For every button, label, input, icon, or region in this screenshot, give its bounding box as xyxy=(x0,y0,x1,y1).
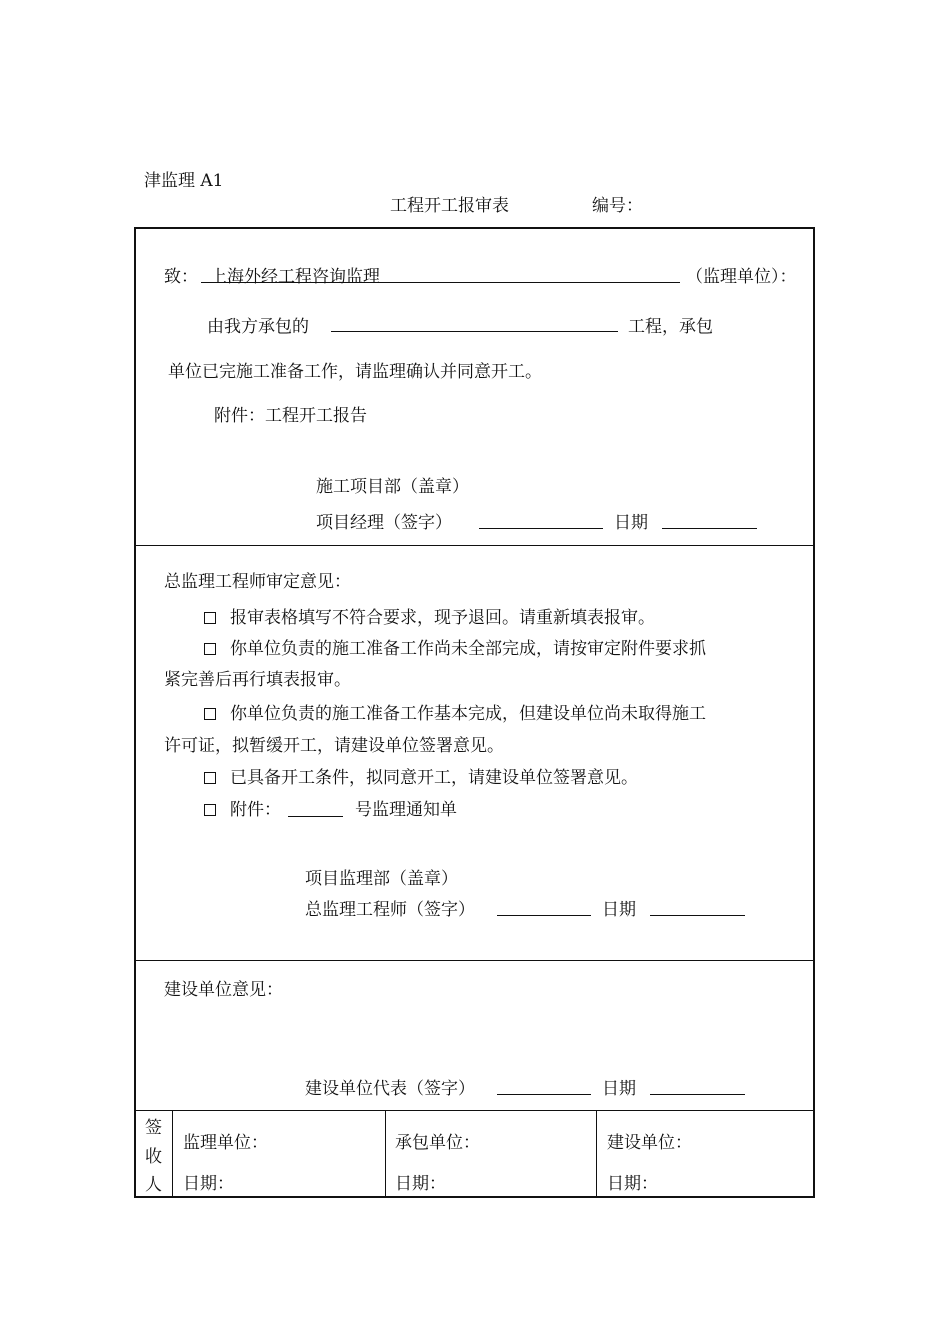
option-4-text: 已具备开工条件，拟同意开工，请建设单位签署意见。 xyxy=(230,768,638,788)
form-title: 工程开工报审表 xyxy=(390,196,509,216)
option-5-prefix: 附件： xyxy=(230,800,281,820)
date-label-1: 日期 xyxy=(614,513,648,533)
project-name-field[interactable] xyxy=(331,331,618,332)
engineer-sign-field[interactable] xyxy=(497,915,591,916)
receipt-supervision-date: 日期： xyxy=(183,1174,234,1194)
receipt-side-char-3: 人 xyxy=(145,1175,162,1195)
attachment-text: 附件：工程开工报告 xyxy=(214,406,367,426)
receipt-side-char-2: 收 xyxy=(145,1147,162,1167)
divider-1 xyxy=(134,545,815,546)
owner-opinion-heading: 建设单位意见： xyxy=(164,980,283,1000)
date-field-1[interactable] xyxy=(662,528,757,529)
option-1 xyxy=(204,603,655,628)
receipt-contractor-unit: 承包单位： xyxy=(395,1133,480,1153)
receipt-side-char-1: 签 xyxy=(145,1118,162,1138)
date-label-2: 日期 xyxy=(602,900,636,920)
owner-rep-sign-field[interactable] xyxy=(497,1094,591,1095)
date-field-3[interactable] xyxy=(650,1094,745,1095)
line1-prefix: 由我方承包的 xyxy=(207,317,309,337)
option-2 xyxy=(204,634,706,659)
owner-rep-sign-label: 建设单位代表（签字） xyxy=(305,1079,475,1099)
line1-suffix: 工程，承包 xyxy=(628,317,713,337)
receipt-contractor-date: 日期： xyxy=(395,1174,446,1194)
construction-stamp: 施工项目部（盖章） xyxy=(316,477,469,497)
option-2-text-line1: 你单位负责的施工准备工作尚未全部完成，请按审定附件要求抓 xyxy=(230,639,706,659)
date-field-2[interactable] xyxy=(650,915,745,916)
option-5 xyxy=(204,795,281,820)
receipt-owner-date: 日期： xyxy=(607,1174,658,1194)
checkbox-option-3[interactable] xyxy=(204,708,216,720)
form-code: 津监理 A1 xyxy=(144,171,224,191)
date-label-3: 日期 xyxy=(602,1079,636,1099)
supervision-stamp: 项目监理部（盖章） xyxy=(305,869,458,889)
option-1-text: 报审表格填写不符合要求，现予退回。请重新填表报审。 xyxy=(230,608,655,628)
number-label: 编号： xyxy=(592,196,643,216)
manager-sign-field[interactable] xyxy=(479,528,603,529)
notice-number-field[interactable] xyxy=(288,816,343,817)
to-value[interactable]: 上海外经工程咨询监理 xyxy=(210,267,380,287)
engineer-sign-label: 总监理工程师（签字） xyxy=(305,900,475,920)
checkbox-option-2[interactable] xyxy=(204,643,216,655)
receipt-owner-unit: 建设单位： xyxy=(607,1133,692,1153)
line2-text: 单位已完施工准备工作，请监理确认并同意开工。 xyxy=(168,362,542,382)
receipt-supervision-unit: 监理单位： xyxy=(183,1133,268,1153)
checkbox-option-5[interactable] xyxy=(204,804,216,816)
to-label: 致： xyxy=(164,267,198,287)
receipt-divider-b xyxy=(385,1110,386,1198)
option-5-suffix: 号监理通知单 xyxy=(355,800,457,820)
manager-sign-label: 项目经理（签字） xyxy=(316,513,452,533)
receipt-divider-a xyxy=(172,1110,173,1198)
option-3-text-line2: 许可证，拟暂缓开工，请建设单位签署意见。 xyxy=(164,736,504,756)
divider-3 xyxy=(134,1110,815,1111)
engineer-opinion-heading: 总监理工程师审定意见： xyxy=(164,572,351,592)
checkbox-option-4[interactable] xyxy=(204,772,216,784)
option-3-text-line1: 你单位负责的施工准备工作基本完成，但建设单位尚未取得施工 xyxy=(230,704,706,724)
receipt-divider-c xyxy=(596,1110,597,1198)
to-suffix: （监理单位）： xyxy=(686,267,797,287)
option-2-text-line2: 紧完善后再行填表报审。 xyxy=(164,670,351,690)
option-3 xyxy=(204,699,706,724)
divider-2 xyxy=(134,960,815,961)
checkbox-option-1[interactable] xyxy=(204,612,216,624)
option-4 xyxy=(204,763,638,788)
